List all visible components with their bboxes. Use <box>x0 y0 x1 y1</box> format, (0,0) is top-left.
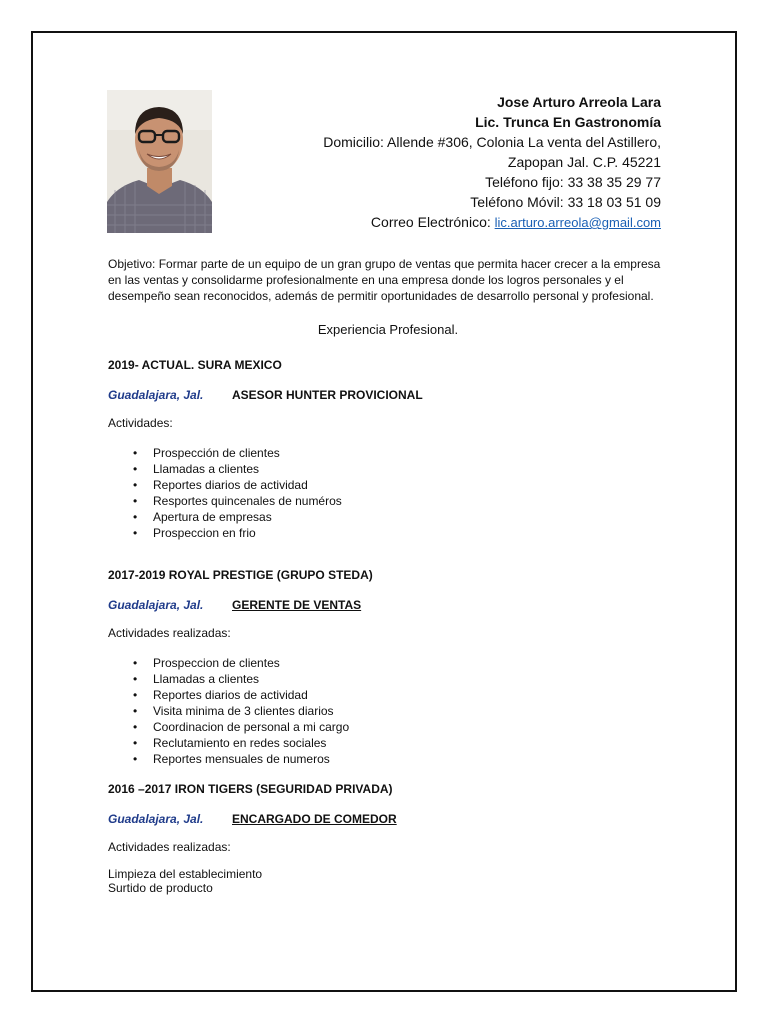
candidate-degree: Lic. Trunca En Gastronomía <box>475 114 661 130</box>
email-label: Correo Electrónico: <box>370 214 495 230</box>
list-item: • Reclutamiento en redes sociales <box>153 735 668 751</box>
candidate-name: Jose Arturo Arreola Lara <box>497 94 661 110</box>
list-item: • Resportes quincenales de numéros <box>153 493 668 509</box>
profile-photo-image <box>107 90 212 233</box>
job-role-line <box>108 387 668 403</box>
email-link[interactable]: lic.arturo.arreola@gmail.com <box>494 215 661 230</box>
job-role-line <box>108 597 668 613</box>
job-city: Guadalajara, Jal. <box>108 598 204 612</box>
list-item: • Prospeccion de clientes <box>153 655 668 671</box>
list-item: • Reportes mensuales de numeros <box>153 751 668 767</box>
contact-header <box>241 92 661 233</box>
activities-list <box>108 445 668 541</box>
address-line-2: Zapopan Jal. C.P. 45221 <box>507 154 661 170</box>
phone-fixed: Teléfono fijo: 33 38 35 29 77 <box>485 174 661 190</box>
resume-page <box>31 31 737 992</box>
list-item: • Prospección de clientes <box>153 445 668 461</box>
list-item: • Visita minima de 3 clientes diarios <box>153 703 668 719</box>
resume-body <box>108 256 668 895</box>
activities-label: Actividades realizadas: <box>108 626 231 640</box>
profile-photo <box>107 90 212 233</box>
objective-text: Objetivo: Formar parte de un equipo de un gran grupo de ventas que permita hacer crecer a la empresa en las ventas y consolidarme profesionalmente en una empresa donde los logros personales y el desempeño sean reconocidos, además de permitir oportunidades de desarrollo personal y profesional. <box>108 257 661 303</box>
job-heading: 2017-2019 ROYAL PRESTIGE (GRUPO STEDA) <box>108 568 373 582</box>
list-item: Limpieza del establecimiento <box>108 867 263 881</box>
email-line <box>241 212 661 233</box>
experience-heading: Experiencia Profesional. <box>317 322 459 337</box>
activities-label: Actividades: <box>108 416 173 430</box>
phone-mobile: Teléfono Móvil: 33 18 03 51 09 <box>470 194 661 210</box>
job-title: GERENTE DE VENTAS <box>232 598 362 612</box>
list-item: • Prospeccion en frio <box>153 525 668 541</box>
address-line-1: Domicilio: Allende #306, Colonia La venta del Astillero, <box>323 134 661 150</box>
activities-label: Actividades realizadas: <box>108 840 231 854</box>
activities-plain-list <box>108 867 668 895</box>
job-city: Guadalajara, Jal. <box>108 812 204 826</box>
job-role-line <box>108 811 668 827</box>
activities-list <box>108 655 668 767</box>
job-title: ASESOR HUNTER PROVICIONAL <box>232 388 423 402</box>
list-item: • Reportes diarios de actividad <box>153 477 668 493</box>
job-heading: 2019- ACTUAL. SURA MEXICO <box>108 358 282 372</box>
list-item: • Llamadas a clientes <box>153 671 668 687</box>
job-heading: 2016 –2017 IRON TIGERS (SEGURIDAD PRIVADA) <box>108 782 393 796</box>
list-item: • Reportes diarios de actividad <box>153 687 668 703</box>
list-item: • Apertura de empresas <box>153 509 668 525</box>
job-city: Guadalajara, Jal. <box>108 388 204 402</box>
list-item: • Llamadas a clientes <box>153 461 668 477</box>
job-title: ENCARGADO DE COMEDOR <box>232 812 397 826</box>
list-item: Surtido de producto <box>108 881 213 895</box>
list-item: • Coordinacion de personal a mi cargo <box>153 719 668 735</box>
